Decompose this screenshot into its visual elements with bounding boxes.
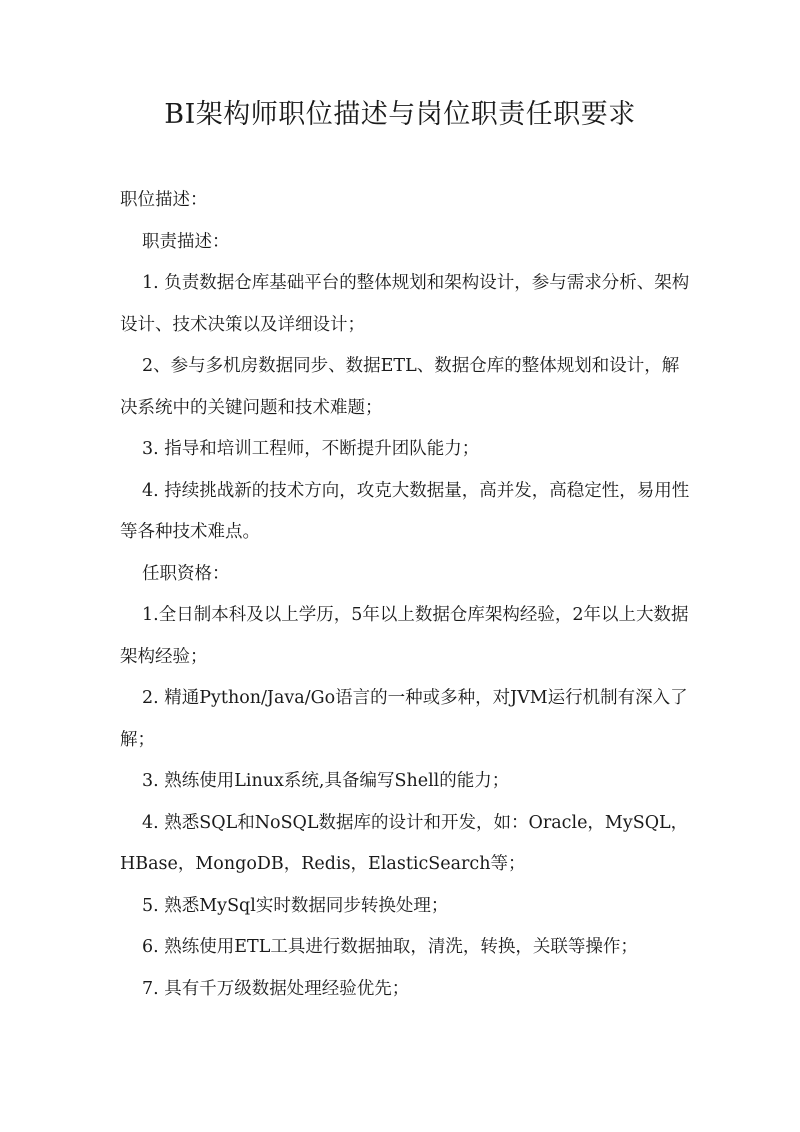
duty-item-4: 4. 持续挑战新的技术方向，攻克大数据量，高并发，高稳定性，易用性等各种技术难点。 [120, 480, 690, 542]
duties-heading: 职责描述： [142, 231, 230, 252]
document-body [120, 180, 690, 1010]
requirement-item-5: 5. 熟悉MySql实时数据同步转换处理； [142, 895, 449, 916]
duty-item-3: 3. 指导和培训工程师，不断提升团队能力； [142, 439, 480, 459]
requirement-item-1: 1.全日制本科及以上学历，5年以上数据仓库架构经验，2年以上大数据架构经验； [120, 605, 689, 667]
duty-item-2: 2、参与多机房数据同步、数据ETL、数据仓库的整体规划和设计，解决系统中的关键问题和技术难题； [120, 356, 680, 418]
requirement-item-7: 7. 具有千万级数据处理经验优先； [142, 978, 410, 999]
requirement-item-3: 3. 熟练使用Linux系统,具备编写Shell的能力； [142, 771, 510, 791]
requirement-item-4: 4. 熟悉SQL和NoSQL数据库的设计和开发，如：Oracle，MySQL，HBase，MongoDB，Redis，ElasticSearch等； [120, 812, 689, 874]
section-label: 职位描述： [120, 190, 208, 210]
requirements-heading: 任职资格： [142, 563, 230, 584]
requirement-item-6: 6. 熟练使用ETL工具进行数据抽取，清洗，转换，关联等操作； [142, 937, 638, 957]
requirement-item-2: 2. 精通Python/Java/Go语言的一种或多种，对JVM运行机制有深入了解； [120, 688, 688, 750]
duty-item-1: 1. 负责数据仓库基础平台的整体规划和架构设计，参与需求分析、架构设计、技术决策以及详细设计； [120, 273, 690, 335]
document-title: BI架构师职位描述与岗位职责任职要求 [164, 99, 636, 130]
